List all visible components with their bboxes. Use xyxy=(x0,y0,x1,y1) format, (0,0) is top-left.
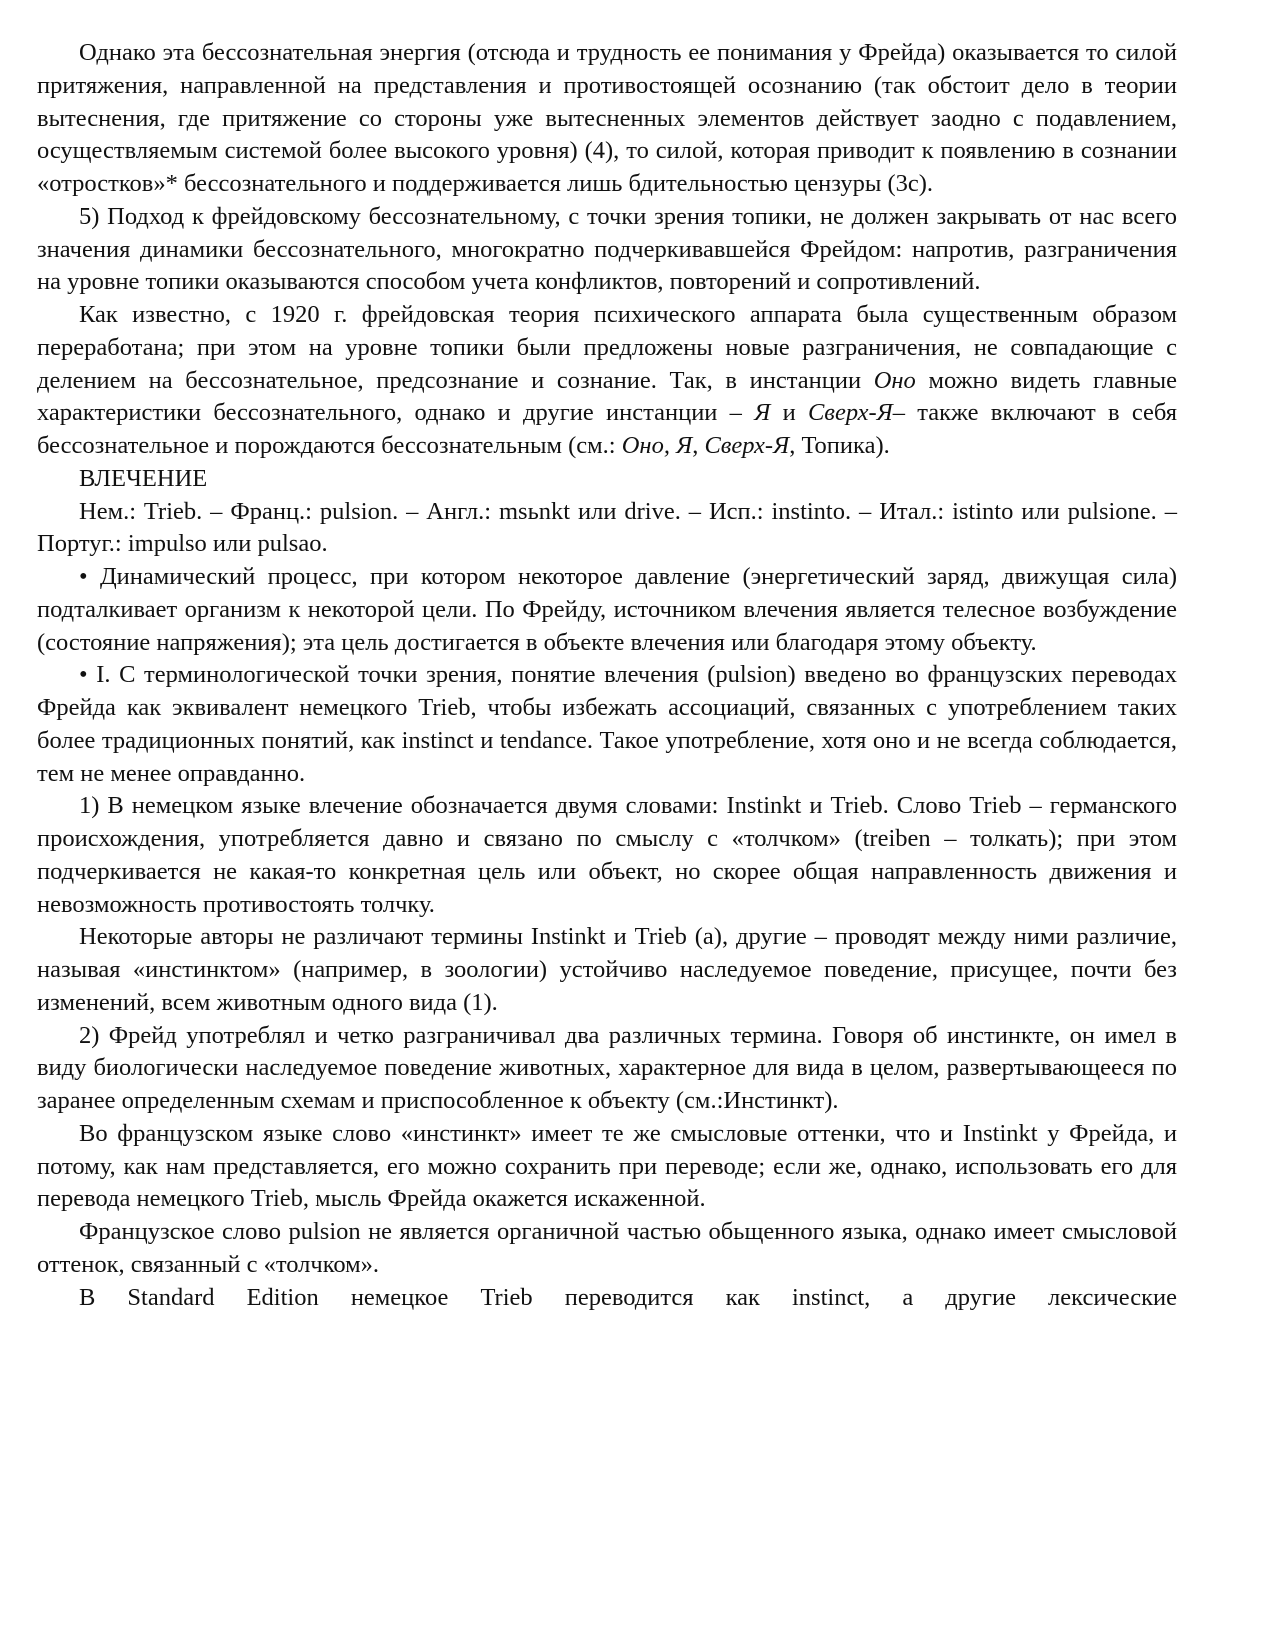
paragraph xyxy=(37,496,1177,562)
paragraph xyxy=(37,299,1177,463)
italic-term: Сверх-Я xyxy=(704,432,790,459)
paragraph xyxy=(37,1020,1177,1118)
paragraph xyxy=(37,37,1177,201)
text-run: Некоторые авторы не различают термины Instinkt и Trieb (а), другие – проводят между ними различие, называя «инстинктом» (например, в зоологии) устойчиво наследуемое поведение, присущее, почти без изменений, всем животным одного вида (1). xyxy=(37,923,1177,1016)
paragraph xyxy=(37,790,1177,921)
section-heading xyxy=(37,463,1177,496)
text-run: Как известно, с 1920 г. фрейдовская теория психического аппарата была существенным образом переработана; при этом на уровне топики были предложены новые разграничения, не совпадающие с делением на бессознательное, предсознание и сознание. Так, в инстанции xyxy=(37,301,1177,394)
italic-term: Я xyxy=(754,399,771,427)
text-run: ВЛЕЧЕНИЕ xyxy=(79,464,208,492)
text-run: Французское слово pulsion не является органичной частью обьщенного языка, однако имеет смысловой оттенок, связанный с «толчком». xyxy=(37,1218,1177,1278)
text-run: 1) В немецком языке влечение обозначается двумя словами: Instinkt и Trieb. Слово Trieb – германского происхождения, употребляется давно и связано по смыслу с «толчком» (treiben – толкать); при этом подчеркивается не какая-то конкретная цель или объект, но скорее общая направленность движения и невозможность противостоять толчку. xyxy=(37,792,1177,918)
paragraph xyxy=(37,659,1177,790)
text-run: Нем.: Trieb. – Франц.: pulsion. – Англ.: msьnkt или drive. – Исп.: instinto. – Итал.: istinto или pulsione. – Португ.: impulso или pulsao. xyxy=(37,497,1177,558)
italic-term: Оно, Я xyxy=(621,432,693,459)
italic-term: Оно xyxy=(873,366,916,394)
text-run: • Динамический процесс, при котором некоторое давление (энергетический заряд, движущая сила) подталкивает организм к некоторой цели. По Фрейду, источником влечения является телесное возбуждение (состояние напряжения); эта цель достигается в объекте влечения или благодаря этому объекту. xyxy=(37,563,1177,656)
paragraph xyxy=(37,1282,1177,1315)
text-run: В Standard Edition немецкое Trieb переводится как instinct, а другие лексические xyxy=(79,1283,1177,1311)
italic-term: Сверх-Я xyxy=(807,399,893,427)
text-run: • I. С терминологической точки зрения, понятие влечения (pulsion) введено во французских переводах Фрейда как эквивалент немецкого Trieb, чтобы избежать ассоциаций, связанных с употреблением таких более традиционных понятий, как instinct и tendance. Такое употребление, хотя оно и не всегда соблюдается, тем не менее оправданно. xyxy=(37,661,1177,787)
paragraph xyxy=(37,921,1177,1019)
text-run: , Топика). xyxy=(789,432,890,459)
paragraph xyxy=(37,561,1177,659)
text-run: можно видеть главные характеристики бессознательного, однако и другие инстанции – xyxy=(37,366,1177,427)
document-page xyxy=(37,37,1177,1314)
text-run: Однако эта бессознательная энергия (отсюда и трудность ее понимания у Фрейда) оказывается то силой притяжения, направленной на представления и противостоящей осознанию (так обстоит дело в теории вытеснения, где притяжение со стороны уже вытесненных элементов действует заодно с подавлением, осуществляемым системой более высокого уровня) (4), то силой, которая приводит к появлению в сознании «отростков»* бессознательного и поддерживается лишь бдительностью цензуры (3с). xyxy=(37,39,1177,197)
text-run: Во французском языке слово «инстинкт» имеет те же смысловые оттенки, что и Instinkt у Фрейда, и потому, как нам представляется, его можно сохранить при переводе; если же, однако, использовать его для перевода немецкого Trieb, мысль Фрейда окажется искаженной. xyxy=(37,1119,1177,1213)
paragraph xyxy=(37,1118,1177,1216)
text-run: 5) Подход к фрейдовскому бессознательному, с точки зрения топики, не должен закрывать от нас всего значения динамики бессознательного, многократно подчеркивавшейся Фрейдом: напротив, разграничения на уровне топики оказываются способом учета конфликтов, повторений и сопротивлений. xyxy=(37,202,1177,296)
text-run: – также включают в себя бессознательное и порождаются бессознательным (см.: xyxy=(37,399,1177,459)
paragraph xyxy=(37,201,1177,299)
paragraph xyxy=(37,1216,1177,1282)
text-run: 2) Фрейд употреблял и четко разграничивал два различных термина. Говоря об инстинкте, он имел в виду биологически наследуемое поведение животных, характерное для вида в целом, развертывающееся по заранее определенным схемам и приспособленное к объекту (см.:Инстинкт). xyxy=(37,1021,1177,1114)
text-run: и xyxy=(770,399,808,427)
text-run: , xyxy=(692,432,705,459)
